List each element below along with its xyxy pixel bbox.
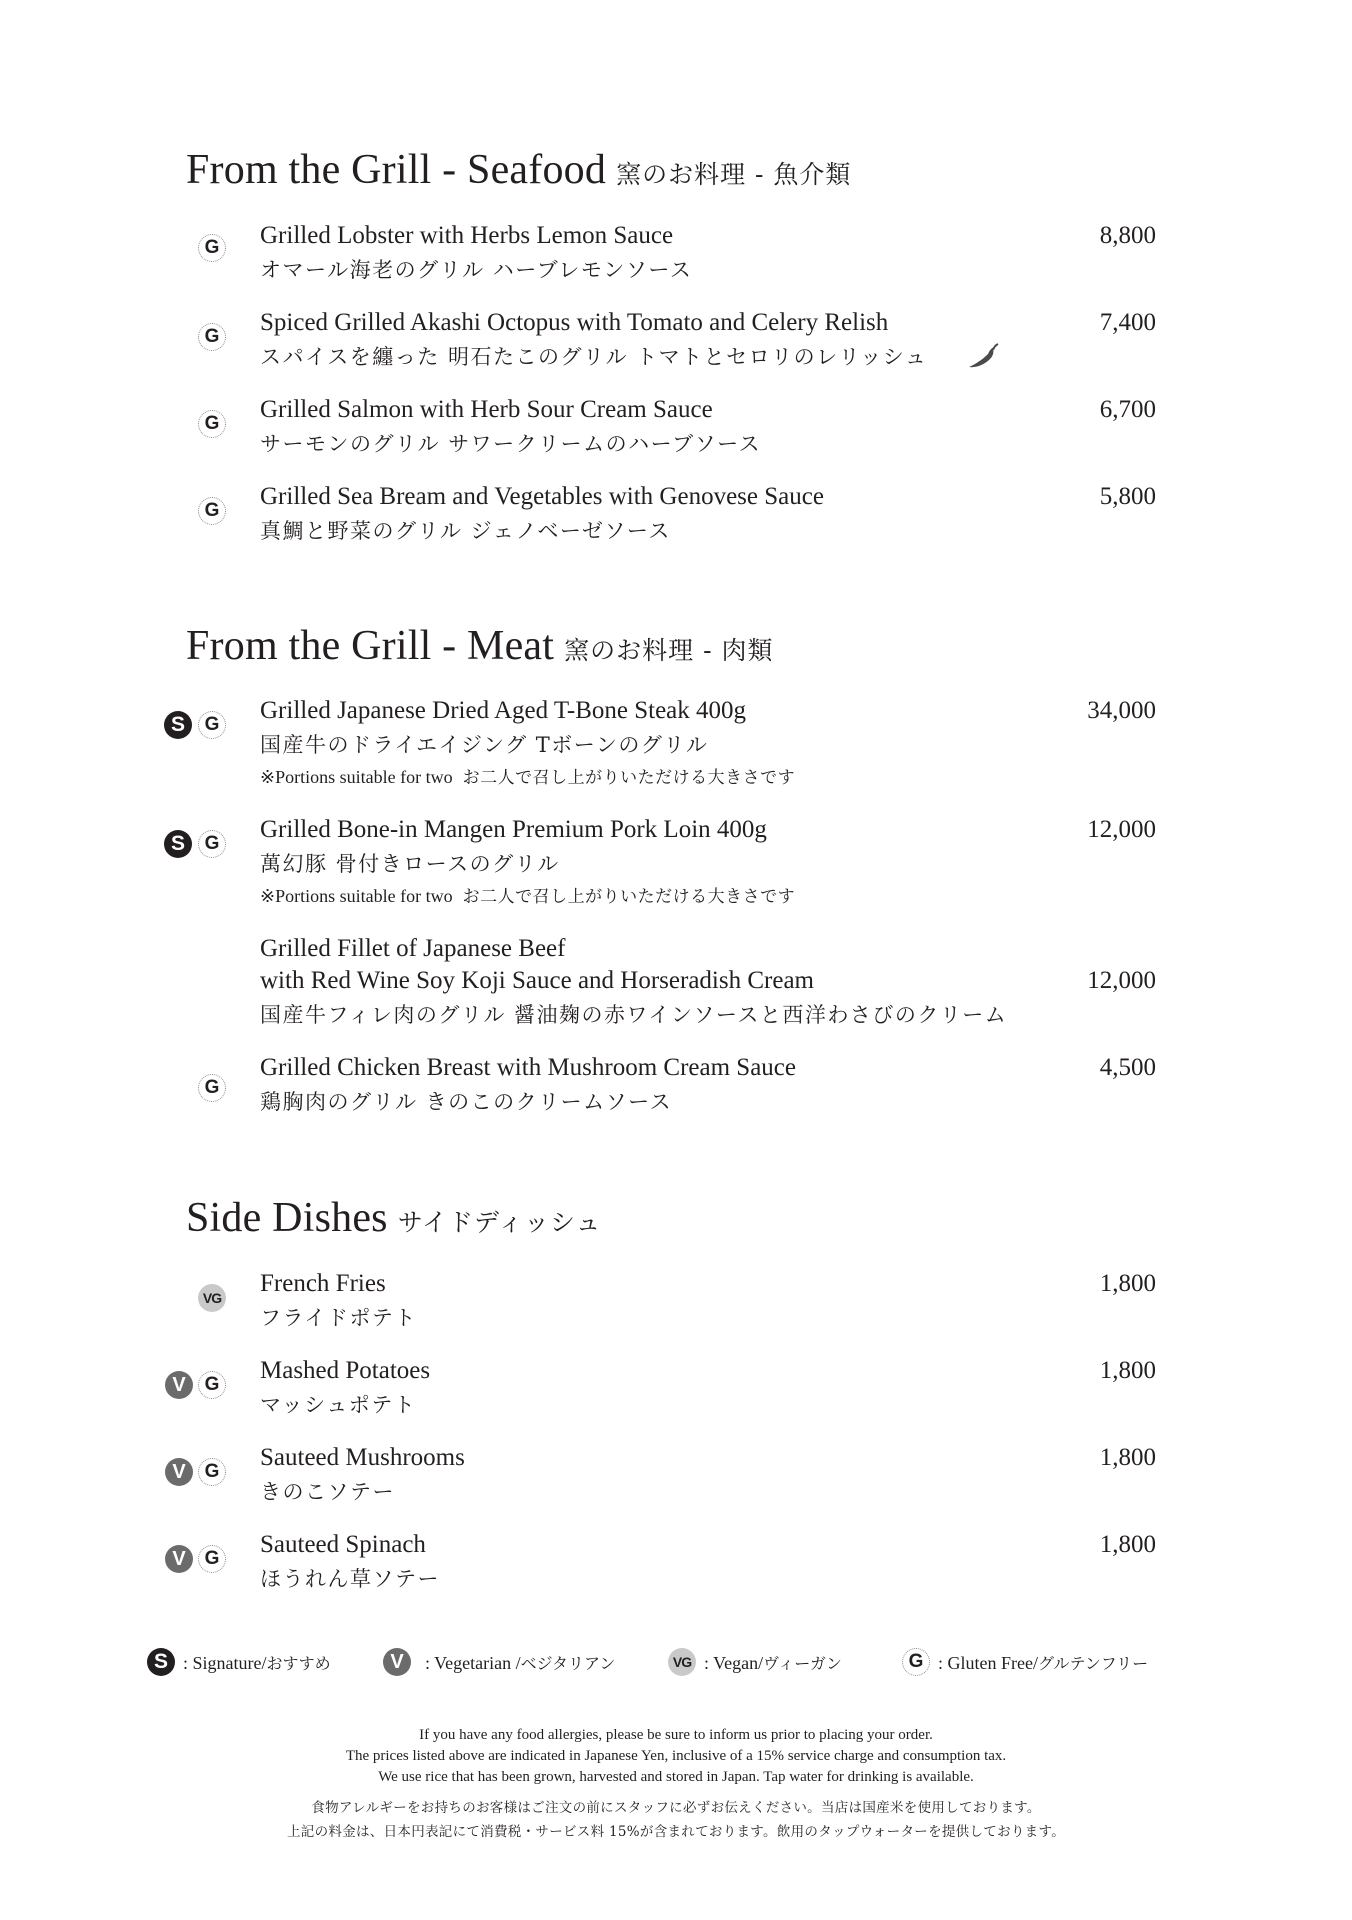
- item-price: 1,800: [1099, 1531, 1156, 1558]
- item-name-en: Grilled Bone-in Mangen Premium Pork Loin 400g: [260, 816, 767, 843]
- gluten-free-icon: G: [198, 1074, 226, 1102]
- section-title-meat: [186, 622, 773, 670]
- gluten-free-icon: G: [198, 234, 226, 262]
- legend-text: : Signature/: [183, 1652, 267, 1673]
- item-name-jp: 萬幻豚 骨付きロースのグリル: [260, 852, 560, 876]
- section-title-jp: 窯のお料理 - 肉類: [564, 636, 774, 665]
- gluten-free-icon: G: [902, 1648, 930, 1676]
- legend-vegan: [668, 1648, 842, 1676]
- item-name-jp: フライドポテト: [260, 1306, 417, 1330]
- item-note: [260, 882, 795, 907]
- gluten-free-icon: G: [198, 1545, 226, 1573]
- item-name-jp: きのこソテー: [260, 1480, 395, 1504]
- item-name-en: Grilled Salmon with Herb Sour Cream Sauce: [260, 396, 713, 423]
- item-name-jp: 国産牛フィレ肉のグリル 醤油麹の赤ワインソースと西洋わさびのクリーム: [260, 1003, 1008, 1027]
- vegetarian-icon: V: [165, 1545, 193, 1573]
- item-price: 4,500: [1099, 1054, 1156, 1081]
- section-title-en: From the Grill - Seafood: [186, 147, 607, 193]
- vegetarian-icon: V: [383, 1648, 411, 1676]
- item-name-en: Grilled Chicken Breast with Mushroom Cream Sauce: [260, 1054, 796, 1081]
- item-name-jp: 真鯛と野菜のグリル ジェノベーゼソース: [260, 519, 671, 543]
- item-name-jp: スパイスを纏った 明石たこのグリル トマトとセロリのレリッシュ: [260, 345, 928, 369]
- item-name-en: Grilled Sea Bream and Vegetables with Genovese Sauce: [260, 483, 824, 510]
- item-note-en: ※Portions suitable for two: [260, 767, 453, 787]
- legend-vegetarian: [383, 1648, 615, 1676]
- vegan-icon: VG: [198, 1284, 226, 1312]
- item-price: 34,000: [1087, 697, 1156, 724]
- footer-line: The prices listed above are indicated in Japanese Yen, inclusive of a 15% service charge and consumption tax.: [345, 1748, 1007, 1764]
- footer-line-jp: 上記の料金は、日本円表記にて消費税・サービス料 15%が含まれております。飲用のタップウォーターを提供しております。: [287, 1824, 1065, 1840]
- section-title-en: From the Grill - Meat: [186, 623, 555, 669]
- gluten-free-icon: G: [198, 323, 226, 351]
- gluten-free-icon: G: [198, 711, 226, 739]
- signature-icon: S: [147, 1648, 175, 1676]
- item-note-jp: お二人で召し上がりいただける大きさです: [462, 768, 796, 788]
- item-price: 5,800: [1099, 483, 1156, 510]
- symbol-legend: [0, 1648, 1352, 1688]
- section-title-en: Side Dishes: [186, 1195, 388, 1241]
- legend-text-jp: グルテンフリー: [1037, 1653, 1149, 1673]
- legend-gluten-free: [902, 1648, 1148, 1676]
- item-name-jp: オマール海老のグリル ハーブレモンソース: [260, 258, 693, 282]
- item-note: [260, 763, 795, 788]
- legend-text: : Vegetarian /: [425, 1652, 521, 1673]
- item-price: 6,700: [1099, 396, 1156, 423]
- item-price: 12,000: [1087, 967, 1156, 994]
- item-name-en: Mashed Potatoes: [260, 1357, 431, 1384]
- item-price: 7,400: [1099, 309, 1156, 336]
- item-name-jp: 鶏胸肉のグリル きのこのクリームソース: [260, 1090, 673, 1114]
- footer-notes-jp: [0, 1796, 1352, 1844]
- footer-line-jp: 食物アレルギーをお持ちのお客様はご注文の前にスタッフに必ずお伝えください。当店は国産米を使用しております。: [311, 1800, 1041, 1816]
- item-name-en: Grilled Fillet of Japanese Beef: [260, 935, 566, 962]
- footer-line: We use rice that has been grown, harvested and stored in Japan. Tap water for drinking is available.: [378, 1769, 974, 1785]
- section-title-jp: サイドディッシュ: [397, 1208, 602, 1237]
- vegetarian-icon: V: [165, 1458, 193, 1486]
- item-name-jp: ほうれん草ソテー: [260, 1567, 440, 1591]
- signature-icon: S: [164, 830, 192, 858]
- item-name-en: Sauteed Mushrooms: [260, 1444, 465, 1471]
- item-name-jp: マッシュポテト: [260, 1393, 417, 1417]
- footer-notes-en: [0, 1725, 1352, 1788]
- legend-text: : Gluten Free/: [938, 1652, 1038, 1673]
- item-note-jp: お二人で召し上がりいただける大きさです: [462, 887, 796, 907]
- legend-text: : Vegan/: [704, 1652, 764, 1673]
- item-name-en-line2: with Red Wine Soy Koji Sauce and Horseradish Cream: [260, 967, 814, 994]
- item-name-en: French Fries: [260, 1270, 386, 1297]
- footer-line: If you have any food allergies, please be sure to inform us prior to placing your order.: [419, 1727, 933, 1743]
- gluten-free-icon: G: [198, 1371, 226, 1399]
- chili-pepper-icon: [966, 343, 1000, 371]
- legend-text-jp: ベジタリアン: [520, 1653, 616, 1673]
- item-name-jp: サーモンのグリル サワークリームのハーブソース: [260, 432, 762, 456]
- item-price: 1,800: [1099, 1357, 1156, 1384]
- item-name-en: Spiced Grilled Akashi Octopus with Tomato and Celery Relish: [260, 309, 889, 336]
- section-title-jp: 窯のお料理 - 魚介類: [616, 160, 852, 189]
- item-name-en: Sauteed Spinach: [260, 1531, 426, 1558]
- item-price: 1,800: [1099, 1444, 1156, 1471]
- section-title-side-dishes: [186, 1194, 601, 1242]
- gluten-free-icon: G: [198, 1458, 226, 1486]
- gluten-free-icon: G: [198, 410, 226, 438]
- vegetarian-icon: V: [165, 1371, 193, 1399]
- item-price: 1,800: [1099, 1270, 1156, 1297]
- item-name-en: Grilled Japanese Dried Aged T-Bone Steak 400g: [260, 697, 747, 724]
- gluten-free-icon: G: [198, 830, 226, 858]
- item-name-en: Grilled Lobster with Herbs Lemon Sauce: [260, 222, 674, 249]
- item-note-en: ※Portions suitable for two: [260, 886, 453, 906]
- legend-text-jp: ヴィーガン: [763, 1653, 842, 1673]
- section-title-seafood: [186, 146, 851, 194]
- legend-text-jp: おすすめ: [266, 1653, 331, 1673]
- item-price: 12,000: [1087, 816, 1156, 843]
- vegan-icon: VG: [668, 1648, 696, 1676]
- item-name-jp: 国産牛のドライエイジング Tボーンのグリル: [260, 733, 709, 757]
- legend-signature: [147, 1648, 331, 1676]
- gluten-free-icon: G: [198, 497, 226, 525]
- signature-icon: S: [164, 711, 192, 739]
- item-price: 8,800: [1099, 222, 1156, 249]
